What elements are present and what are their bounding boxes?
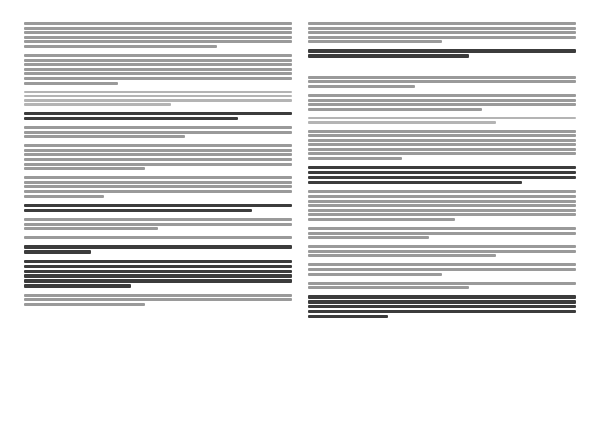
text-line [24,103,171,106]
text-line [308,209,576,212]
text-line [308,85,415,88]
text-line [24,77,292,80]
text-line [24,31,292,34]
text-line [308,176,576,179]
text-line [308,250,576,253]
text-line [24,63,292,66]
text-line [308,171,576,174]
paragraph [24,22,292,48]
text-line [24,149,292,152]
text-line [24,95,292,98]
text-line [308,36,576,39]
paragraph [308,64,576,70]
text-line [24,265,292,268]
text-line [24,303,145,306]
text-line [24,270,292,273]
paragraph [308,263,576,275]
text-line [24,274,292,277]
text-line [24,99,292,102]
text-line [24,209,252,212]
paragraph [308,22,576,43]
paragraph [24,144,292,170]
paragraph [24,218,292,230]
text-line [308,204,576,207]
text-line [24,117,238,120]
text-line [24,135,185,138]
text-line [308,148,576,151]
text-line [24,298,292,301]
text-line [308,94,576,97]
text-line [24,284,131,287]
text-line [24,59,292,62]
bold-paragraph [308,295,576,318]
text-line [308,139,576,142]
bold-paragraph [24,260,292,288]
text-line [24,218,292,221]
text-line [308,22,576,25]
text-line [24,40,292,43]
text-line [308,227,576,230]
text-line [308,190,576,193]
text-line [308,117,576,120]
text-line [308,263,576,266]
paragraph [308,190,576,221]
paragraph [308,130,576,161]
text-line [308,181,522,184]
text-line [24,153,292,156]
text-line [24,45,217,48]
text-line [308,268,576,271]
text-line [24,195,104,198]
text-line [308,121,496,124]
text-line [308,310,576,313]
text-line [24,126,292,129]
text-line [24,181,292,184]
text-line [24,260,292,263]
text-line [24,176,292,179]
text-line [24,236,292,239]
text-line [24,190,292,193]
italic-paragraph [24,91,292,106]
text-line [24,163,292,166]
text-line [24,27,292,30]
paragraph [308,245,576,257]
text-line [308,40,442,43]
text-line [308,286,469,289]
text-line [24,223,292,226]
italic-paragraph [308,117,576,124]
paragraph [308,227,576,239]
paragraph [24,294,292,306]
text-line [308,245,576,248]
paragraph [308,76,576,88]
text-line [308,143,576,146]
text-line [308,213,576,216]
text-line [24,36,292,39]
text-line [24,158,292,161]
text-line [308,54,469,57]
text-line [308,130,576,133]
text-column-left [24,22,292,312]
text-line [308,200,576,203]
text-line [24,185,292,188]
text-line [308,76,576,79]
text-line [24,245,292,248]
text-line [308,134,576,137]
text-line [308,166,576,169]
text-line [24,72,292,75]
bold-paragraph [24,204,292,212]
text-line [24,204,292,207]
text-line [308,80,576,83]
text-line [308,232,576,235]
text-line [24,82,118,85]
text-line [24,294,292,297]
text-line [308,282,576,285]
text-line [308,300,576,303]
text-line [308,273,442,276]
text-line [308,152,576,155]
bold-paragraph [308,166,576,184]
text-line [308,218,455,221]
text-line [308,103,576,106]
text-line [24,68,292,71]
text-line [308,195,576,198]
paragraph [24,236,292,239]
text-line [308,305,576,308]
text-line [308,236,429,239]
text-column-right [308,22,576,324]
text-line [308,27,576,30]
paragraph [24,176,292,197]
text-line [24,54,292,57]
text-line [24,131,292,134]
text-line [24,144,292,147]
text-line [308,254,496,257]
text-line [24,112,292,115]
text-line [308,108,482,111]
text-line [24,22,292,25]
bold-paragraph [24,245,292,253]
text-line [308,295,576,298]
paragraph [308,94,576,111]
text-line [308,99,576,102]
text-line [308,315,388,318]
text-line [24,250,91,253]
text-line [24,91,292,94]
bold-paragraph [24,112,292,120]
text-line [308,157,402,160]
paragraph [308,282,576,290]
bold-paragraph [308,49,576,57]
paragraph [24,126,292,138]
paragraph [24,54,292,85]
text-line [24,279,292,282]
text-line [24,227,158,230]
text-line [308,31,576,34]
text-line [308,49,576,52]
text-line [24,167,145,170]
